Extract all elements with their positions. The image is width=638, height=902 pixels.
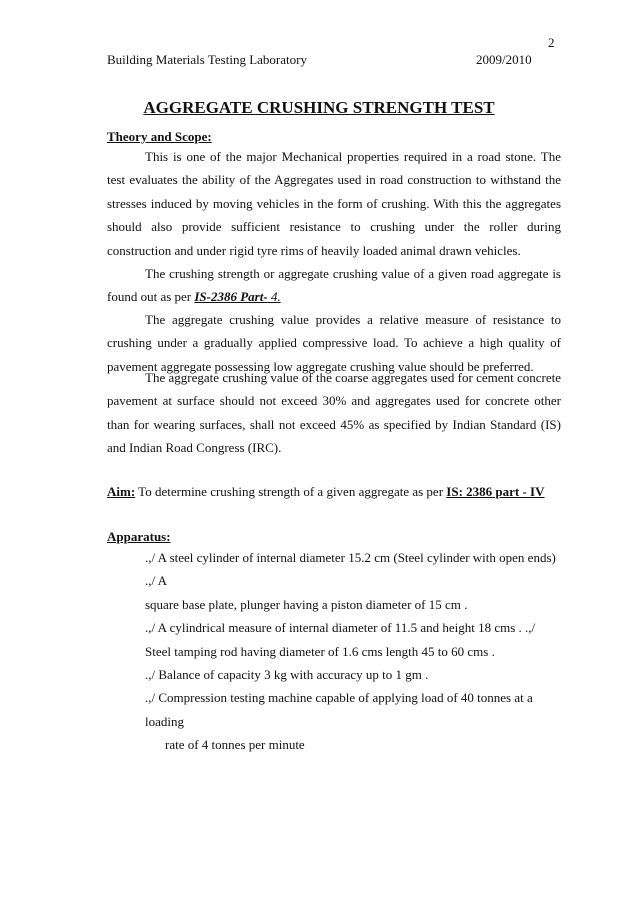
document-title: [0, 98, 638, 118]
header-year: 2009/2010: [476, 52, 532, 67]
apparatus-list: [145, 546, 565, 757]
apparatus-line: .,/ A steel cylinder of internal diameter 15.2 cm (Steel cylinder with open ends) .,/ A: [145, 550, 556, 589]
page-number: 2: [548, 35, 555, 50]
apparatus-line: .,/ Balance of capacity 3 kg with accuracy up to 1 gm .: [145, 667, 429, 683]
theory-paragraph-2: [107, 262, 561, 309]
theory-heading: Theory and Scope:: [107, 129, 212, 144]
aim-text: To determine crushing strength of a given aggregate as per: [135, 484, 447, 499]
standard-reference: IS-2386 Part-: [194, 289, 268, 305]
apparatus-line: square base plate, plunger having a piston diameter of 15 cm .: [145, 596, 468, 612]
apparatus-line: rate of 4 tonnes per minute: [165, 737, 305, 753]
theory-paragraph-1-text: This is one of the major Mechanical properties required in a road stone. The test evaluates the ability of the Aggregates used in road construction to withstand the stresses induced by moving vehicles in the form of crushing. With this the aggregates should also provide sufficient resistance to crushing under the roller during construction and under rigid tyre rims of heavily loaded animal drawn vehicles.: [107, 149, 561, 258]
theory-paragraph-1: [107, 145, 561, 262]
aim-line: [107, 484, 545, 500]
aim-standard-reference: IS: 2386 part - IV: [446, 484, 545, 499]
theory-paragraph-3-text: The aggregate crushing value provides a relative measure of resistance to crushing under a gradually applied compressive load. To achieve a high quality of pavement aggregate possessing low aggregate crushing value should be preferred.: [107, 312, 561, 374]
theory-paragraph-4: [107, 366, 561, 460]
header-lab-name: Building Materials Testing Laboratory: [107, 52, 307, 67]
theory-paragraph-4-text: The aggregate crushing value of the coarse aggregates used for cement concrete pavement at surface should not exceed 30% and aggregates used for concrete other than for wearing surfaces, shall not exceed 45% as specified by Indian Standard (IS) and Indian Road Congress (IRC).: [107, 370, 561, 456]
apparatus-heading: Apparatus:: [107, 529, 171, 544]
aim-label: Aim:: [107, 484, 136, 499]
theory-paragraph-2-text: The crushing strength or aggregate crushing value of a given road aggregate is found out as per: [107, 266, 561, 305]
apparatus-line: .,/ Compression testing machine capable of applying load of 40 tonnes at a loading: [145, 690, 533, 729]
standard-reference-part: 4.: [267, 289, 281, 305]
apparatus-line: Steel tamping rod having diameter of 1.6 cms length 45 to 60 cms .: [145, 643, 495, 659]
apparatus-line: .,/ A cylindrical measure of internal diameter of 11.5 and height 18 cms . .,/: [145, 620, 536, 636]
document-title-text: AGGREGATE CRUSHING STRENGTH TEST: [143, 98, 495, 117]
